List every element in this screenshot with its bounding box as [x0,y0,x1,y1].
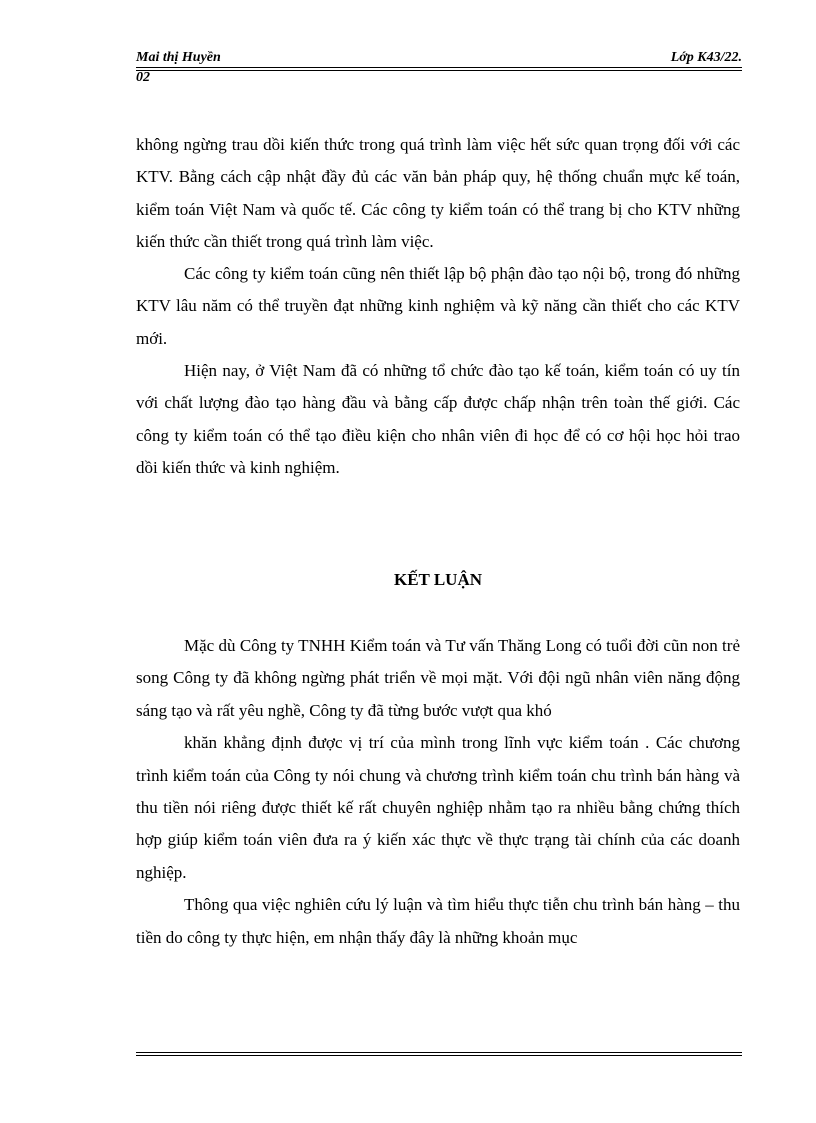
conclusion-section [136,630,740,954]
header-class-suffix: 02 [136,70,150,85]
header-rule-bottom [136,70,742,71]
footer-rule-bottom [136,1055,742,1056]
header-class: Lớp K43/22. [670,50,742,65]
conclusion-heading: KẾT LUẬN [393,570,482,589]
header-rule-top [136,67,742,68]
conclusion-paragraph: khăn khẳng định được vị trí của mình trong lĩnh vực kiểm toán . Các chương trình kiểm toán của Công ty nói chung và chương trình kiểm toán chu trình bán hàng và thu tiền nói riêng được thiết kế rất chuyên nghiệp nhằm tạo ra nhiều bằng chứng thích hợp giúp kiểm toán viên đưa ra ý kiến xác thực về thực trạng tài chính của các doanh nghiệp. [136,733,740,882]
header-author: Mai thị Huyền [136,50,221,65]
conclusion-paragraph: Thông qua việc nghiên cứu lý luận và tìm hiểu thực tiễn chu trình bán hàng – thu tiền do công ty thực hiện, em nhận thấy đây là những khoản mục [136,895,740,947]
conclusion-paragraph: Mặc dù Công ty TNHH Kiểm toán và Tư vấn Thăng Long có tuổi đời cũn non trẻ song Công ty đã không ngừng phát triển về mọi mặt. Với đội ngũ nhân viên năng động sáng tạo và rất yêu nghề, Công ty đã từng bước vượt qua khó [136,636,740,720]
body-paragraph: Các công ty kiểm toán cũng nên thiết lập bộ phận đào tạo nội bộ, trong đó những KTV lâu năm có thể truyền đạt những kinh nghiệm và kỹ năng cần thiết cho các KTV mới. [136,264,740,348]
body-paragraph: không ngừng trau dồi kiến thức trong quá trình làm việc hết sức quan trọng đối với các KTV. Bằng cách cập nhật đầy đủ các văn bản pháp quy, hệ thống chuẩn mực kế toán, kiểm toán Việt Nam và quốc tế. Các công ty kiểm toán có thể trang bị cho KTV những kiến thức cần thiết trong quá trình làm việc. [136,135,740,251]
body-paragraph: Hiện nay, ở Việt Nam đã có những tổ chức đào tạo kế toán, kiểm toán có uy tín với chất lượng đào tạo hàng đầu và bằng cấp được chấp nhận trên toàn thế giới. Các công ty kiểm toán có thể tạo điều kiện cho nhân viên đi học để có cơ hội học hỏi trao dồi kiến thức và kinh nghiệm. [136,361,740,477]
footer-rule-top [136,1052,742,1053]
body-section [136,129,740,484]
